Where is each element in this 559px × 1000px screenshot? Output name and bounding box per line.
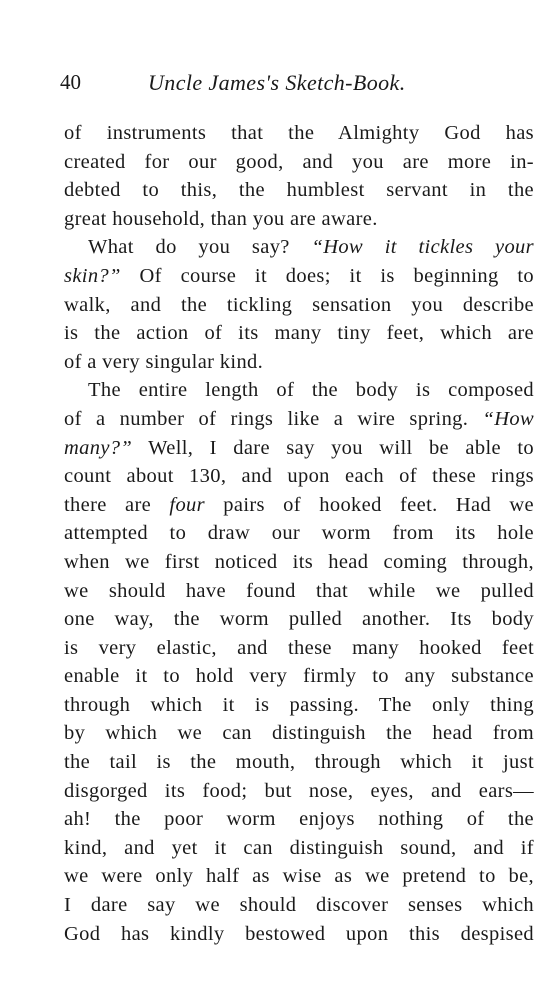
text-line: What do you say? “How it tickles your (88, 236, 534, 259)
text-line: is the action of its many tiny feet, which are (64, 322, 534, 345)
text-line: of a very singular kind. (64, 350, 264, 373)
text-line: kind, and yet it can distinguish sound, and if (64, 836, 534, 859)
text-line: disgorged its food; but nose, eyes, and ears— (64, 779, 534, 802)
page-header (60, 70, 499, 100)
text-line: walk, and the tickling sensation you describe (64, 293, 534, 316)
text-line: we were only half as wise as we pretend to be, (64, 865, 534, 888)
italic-quote: “How (482, 407, 534, 430)
italic-quote: skin?” (64, 264, 121, 287)
italic-emphasis: four (169, 493, 205, 516)
text-line: of a number of rings like a wire spring. “How (64, 407, 534, 430)
text-line: many?” Well, I dare say you will be able to (64, 436, 534, 459)
text-line: enable it to hold very firmly to any substance (64, 665, 534, 688)
italic-quote: “How it tickles your (311, 236, 534, 259)
text-line: The entire length of the body is composed (88, 379, 534, 402)
text-line: I dare say we should discover senses which (64, 894, 534, 917)
text-line: through which it is passing. The only thing (64, 693, 534, 716)
text-line: by which we can distinguish the head from (64, 722, 534, 745)
running-title: Uncle James's Sketch-Book. (148, 70, 406, 95)
text-line: the tail is the mouth, through which it just (64, 751, 534, 774)
text-line: is very elastic, and these many hooked feet (64, 636, 534, 659)
text-line: created for our good, and you are more in- (64, 150, 534, 173)
text-line: count about 130, and upon each of these rings (64, 465, 534, 488)
text-line: great household, than you are aware. (64, 207, 378, 230)
text-line: attempted to draw our worm from its hole (64, 522, 534, 545)
text-line: there are four pairs of hooked feet. Had we (64, 493, 535, 516)
text-line: debted to this, the humblest servant in the (64, 179, 534, 202)
text-line: when we first noticed its head coming through, (64, 550, 534, 573)
text-line: God has kindly bestowed upon this despised (64, 922, 534, 945)
text-line: skin?” Of course it does; it is beginning to (64, 264, 534, 287)
text-line: we should have found that while we pulled (64, 579, 534, 602)
text-line: one way, the worm pulled another. Its body (64, 608, 534, 631)
text-line: ah! the poor worm enjoys nothing of the (64, 808, 534, 831)
page-number: 40 (60, 70, 81, 94)
body-text (64, 119, 534, 948)
text-line: of instruments that the Almighty God has (64, 122, 534, 144)
italic-quote: many?” (64, 436, 133, 459)
